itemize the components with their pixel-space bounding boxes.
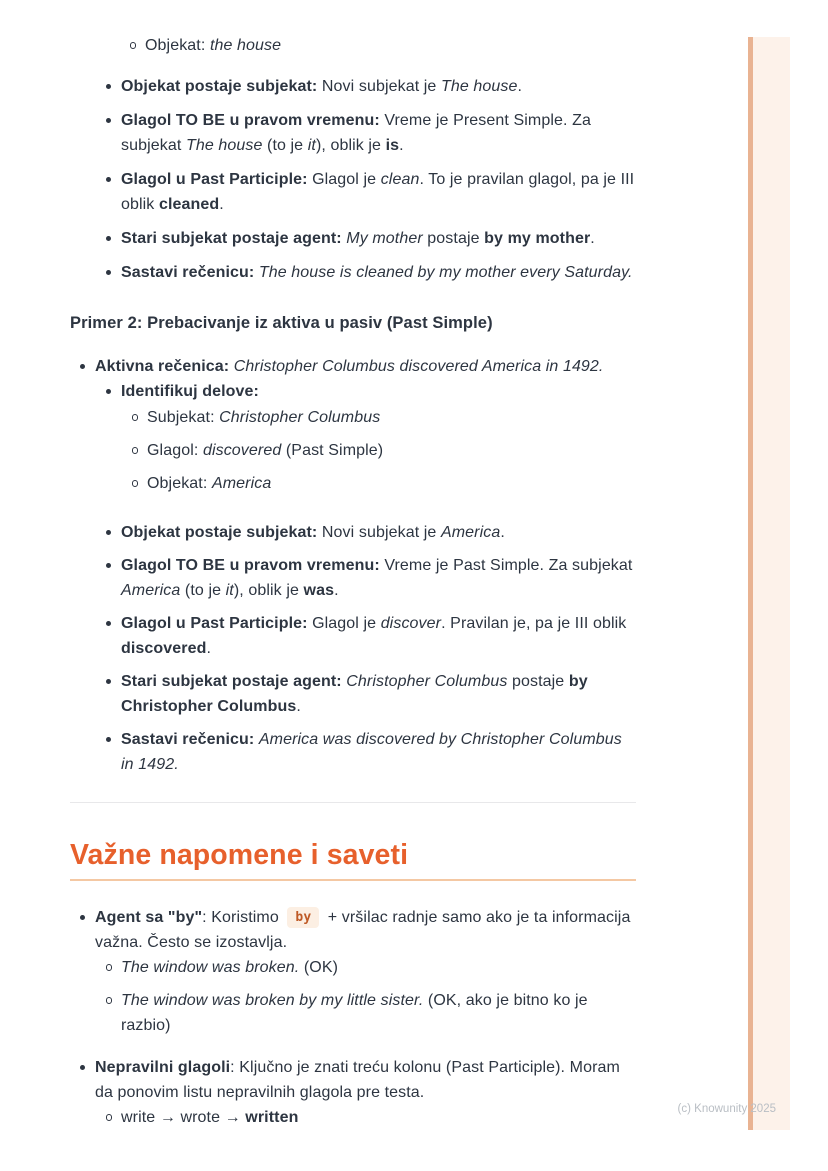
list-item-text [121,74,636,99]
text-run: postaje [422,230,485,248]
text-run: Aktivna rečenica: [95,358,234,376]
text-run: Glagol je [312,615,381,633]
text-run: Glagol TO BE u pravom vremenu: [121,112,385,130]
list-item [121,108,636,158]
text-run: . [296,698,301,716]
text-run: The window was broken by my little sister. [121,992,424,1010]
text-run: The house [440,78,518,96]
text-run: . [206,640,212,658]
text-run: Vreme je Present Simple. Za subjekat [121,112,591,155]
list-item-text [121,379,636,404]
text-run: America [440,524,501,542]
text-run: discover [380,615,442,633]
list-item-text [121,553,636,603]
text-run: discovered [202,442,282,460]
text-run: by my mother [484,230,591,248]
list-item [121,727,636,777]
list-item-text [147,471,636,496]
text-run: . Pravilan je, pa je III oblik [441,615,627,633]
list-item [121,520,636,545]
list-item-text [121,727,636,777]
text-run: it [225,582,234,600]
text-run: (Past Simple) [281,442,384,460]
text-run: Objekat postaje subjekat: [121,78,322,96]
list-item [121,553,636,603]
bullet-list [95,955,636,1038]
text-run: (to je [180,582,226,600]
section-heading: Važne napomene i saveti [70,840,636,881]
list-item-text [121,669,636,719]
text-run: Sastavi rečenicu: [121,731,259,749]
section-divider [70,802,636,803]
bullet-list [70,905,636,1138]
list-item [147,405,636,430]
text-run: America [211,475,272,493]
list-item [121,260,636,285]
text-run: written [245,1109,299,1127]
list-item-text [147,405,636,430]
list-item-text [121,260,636,285]
bullet-list [95,379,636,777]
bullet-list [70,74,636,285]
text-run: Nepravilni glagoli [95,1059,231,1077]
list-item [121,167,636,217]
list-item [121,74,636,99]
text-run: write → wrote → [121,1109,246,1127]
text-run: Subjekat: [147,409,220,427]
text-run: Vreme je Past Simple. Za subjekat [384,557,633,575]
text-run: (OK) [299,959,339,977]
text-run: Objekat: [147,475,212,493]
list-item-text [121,1105,636,1130]
text-run: clean [380,171,420,189]
list-item [145,33,636,58]
list-item [121,669,636,719]
document-content [70,33,636,1138]
text-run: (to je [262,137,308,155]
text-run: The house is cleaned by my mother every Saturday. [258,264,633,282]
list-item-text [121,611,636,661]
text-run: was [303,582,335,600]
inline-code-badge: by [287,907,319,928]
text-run: Christopher Columbus [346,673,508,691]
text-run: America [121,582,181,600]
text-run: postaje [507,673,569,691]
text-run: . [219,196,224,214]
text-run: Identifikuj delove: [121,383,259,401]
list-item-text [145,33,636,58]
text-run: by Christopher Columbus [121,673,588,716]
copyright-watermark: (c) Knowunity 2025 [677,1103,776,1115]
text-run: My mother [346,230,423,248]
text-run: Stari subjekat postaje agent: [121,673,347,691]
text-run: America was discovered by Christopher Columbus in 1492. [121,731,622,774]
list-item [95,1055,636,1138]
text-run: : Ključno je znati treću kolonu (Past Participle). Moram da ponovim listu nepravilnih glagola pre testa. [95,1059,620,1102]
list-item [121,611,636,661]
text-run: Glagol u Past Participle: [121,171,313,189]
text-run: cleaned [158,196,220,214]
text-run: Christopher Columbus discovered America in 1492. [233,358,604,376]
list-item-text [121,955,636,980]
list-item [95,905,636,1046]
list-item [147,438,636,463]
text-run: Novi subjekat je [321,524,441,542]
subsection-heading: Primer 2: Prebacivanje iz aktiva u pasiv (Past Simple) [70,314,493,333]
list-item [121,1105,636,1130]
text-run: discovered [121,640,207,658]
bullet-list [95,1105,636,1130]
text-run: Novi subjekat je [321,78,441,96]
text-run: the house [209,37,282,54]
text-run: Christopher Columbus [219,409,381,427]
bullet-list [70,33,636,58]
text-run: . [500,524,505,542]
text-run: Sastavi rečenicu: [121,264,259,282]
text-run: it [307,137,316,155]
text-run: ), oblik je [233,582,304,600]
text-run: Objekat: [145,37,210,54]
list-item [121,226,636,251]
text-run: Glagol TO BE u pravom vremenu: [121,557,385,575]
list-item-text [121,167,636,217]
text-run: ), oblik je [315,137,386,155]
text-run: . [399,137,404,155]
text-run: . [334,582,339,600]
text-run: Agent sa "by" [95,909,203,927]
page-edge-bar [748,37,790,1130]
list-item [121,379,636,512]
list-item-text [121,520,636,545]
list-item-text [121,988,636,1038]
list-item-text [121,226,636,251]
list-item-text [147,438,636,463]
list-item [121,955,636,980]
bullet-list [70,354,636,785]
list-item-text [121,108,636,158]
list-item [147,471,636,496]
text-run: : Koristimo [202,909,284,927]
text-run: The house [185,137,263,155]
list-item [121,988,636,1038]
text-run: Objekat postaje subjekat: [121,524,322,542]
list-item-text [95,905,636,955]
text-run: . [517,78,523,96]
text-run: . To je pravilan glagol, pa je III oblik [121,171,635,214]
text-run: + vršilac radnje samo ako je ta informacija važna. Često se izostavlja. [95,909,631,952]
bullet-list [121,405,636,496]
list-item-text [95,1055,636,1105]
text-run: (OK, ako je bitno ko je razbio) [121,992,588,1035]
text-run: Glagol: [147,442,203,460]
text-run: is [385,137,400,155]
text-run: The window was broken. [121,959,300,977]
text-run: . [590,230,595,248]
text-run: Glagol u Past Participle: [121,615,313,633]
text-run: Glagol je [312,171,381,189]
list-item-text [95,354,636,379]
text-run: Stari subjekat postaje agent: [121,230,347,248]
list-item [95,354,636,785]
